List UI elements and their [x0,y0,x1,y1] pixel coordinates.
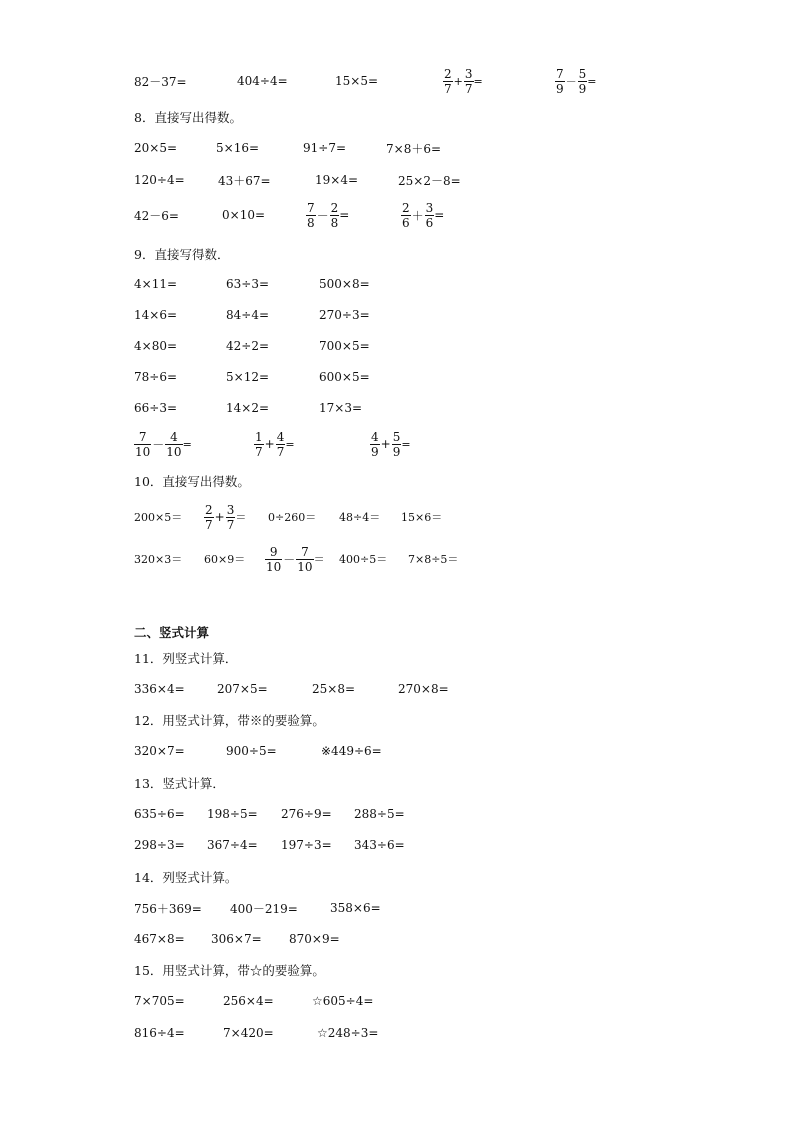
fraction-expression: $\frac{2}{6}$ ＋ $\frac{3}{6}$ = [402,200,445,230]
expression: 20×5= [134,141,178,155]
expression: 7×8÷5＝ [408,553,459,566]
question-title: 8．直接写出得数。 [134,110,242,125]
fraction: $\frac{1}{7}$ [255,429,263,459]
expression: 5×16= [216,141,260,155]
fraction: $\frac{4}{10}$ [166,429,182,459]
expression: 358×6= [330,901,381,915]
expression: 66÷3= [134,401,178,415]
expression: 4×11= [134,277,178,291]
expression: 4×80= [134,339,178,353]
expression: 19×4= [315,173,359,187]
section-title: 二、竖式计算 [134,625,210,640]
fraction-expression: $\frac{2}{7}$ + $\frac{3}{7}$ ＝ [205,502,247,532]
expression: 320×7= [134,744,185,758]
expression: 48÷4＝ [339,511,381,524]
expression: 207×5= [217,682,268,696]
expression: 404÷4= [237,74,288,88]
expression: 256×4= [223,994,274,1008]
expression: 82－37= [134,74,187,89]
expression: 198÷5= [207,807,258,821]
expression: 500×8= [319,277,370,291]
expression: 25×8= [312,682,356,696]
fraction: $\frac{7}{10}$ [135,429,151,459]
expression: 0÷260＝ [268,511,317,524]
expression: 78÷6= [134,370,178,384]
expression: 276÷9= [281,807,332,821]
fraction: $\frac{2}{7}$ [444,66,452,96]
expression: 600×5= [319,370,370,384]
expression: 42－6= [134,208,179,223]
fraction: $\frac{4}{9}$ [371,429,379,459]
expression: 320×3＝ [134,553,183,566]
fraction: $\frac{3}{7}$ [226,502,235,532]
fraction: $\frac{7}{9}$ [556,66,564,96]
expression: 0×10= [222,208,266,222]
expression: 5×12= [226,370,270,384]
expression: 635÷6= [134,807,185,821]
fraction: $\frac{5}{9}$ [392,429,401,459]
fraction: $\frac{9}{10}$ [266,544,282,574]
expression: 200×5＝ [134,511,183,524]
expression: 400－219= [230,901,298,916]
expression: 42÷2= [226,339,270,353]
expression: ※449÷6= [321,744,382,758]
fraction: $\frac{3}{6}$ [425,200,434,230]
expression: 816÷4= [134,1026,185,1040]
expression: 900÷5= [226,744,277,758]
expression: 700×5= [319,339,370,353]
expression: 367÷4= [207,838,258,852]
expression: 467×8= [134,932,185,946]
fraction: $\frac{5}{9}$ [578,66,587,96]
fraction: $\frac{2}{8}$ [330,200,339,230]
fraction-expression: $\frac{7}{9}$ － $\frac{5}{9}$ = [556,66,597,96]
expression: 63÷3= [226,277,270,291]
fraction-expression: $\frac{4}{9}$ + $\frac{5}{9}$ = [371,429,411,459]
fraction-expression: $\frac{2}{7}$ + $\frac{3}{7}$ = [444,66,483,96]
fraction-expression: $\frac{7}{10}$ － $\frac{4}{10}$ = [135,429,192,459]
expression: 17×3= [319,401,363,415]
question-title: 12．用竖式计算，带※的要验算。 [134,713,325,728]
expression: 14×2= [226,401,270,415]
expression: 7×420= [223,1026,274,1040]
expression: 306×7= [211,932,262,946]
expression: ☆248÷3= [317,1026,379,1040]
expression: 400÷5＝ [339,553,388,566]
expression: 343÷6= [354,838,405,852]
expression: 14×6= [134,308,178,322]
expression: 25×2－8= [398,173,461,188]
question-title: 9．直接写得数． [134,247,230,262]
expression: ☆605÷4= [312,994,374,1008]
question-title: 10．直接写出得数。 [134,474,250,489]
expression: 270÷3= [319,308,370,322]
question-title: 15．用竖式计算，带☆的要验算。 [134,963,325,978]
question-title: 13．竖式计算． [134,776,225,791]
question-title: 14．列竖式计算。 [134,870,238,885]
expression: 15×5= [335,74,379,88]
expression: 336×4= [134,682,185,696]
expression: 870×9= [289,932,340,946]
expression: 43＋67= [218,173,271,188]
expression: 15×6＝ [401,511,443,524]
expression: 197÷3= [281,838,332,852]
fraction-expression: $\frac{9}{10}$ － $\frac{7}{10}$ ＝ [266,544,325,574]
expression: 120÷4= [134,173,185,187]
fraction-expression: $\frac{1}{7}$ + $\frac{4}{7}$ = [255,429,295,459]
fraction: $\frac{2}{7}$ [205,502,213,532]
expression: 270×8= [398,682,449,696]
fraction: $\frac{4}{7}$ [276,429,285,459]
question-title: 11．列竖式计算． [134,651,238,666]
expression: 60×9＝ [204,553,246,566]
expression: 756＋369= [134,901,202,916]
fraction: $\frac{7}{10}$ [297,544,313,574]
fraction: $\frac{2}{6}$ [402,200,410,230]
expression: 84÷4= [226,308,270,322]
expression: 91÷7= [303,141,347,155]
expression: 298÷3= [134,838,185,852]
fraction-expression: $\frac{7}{8}$ － $\frac{2}{8}$ = [307,200,350,230]
expression: 7×705= [134,994,185,1008]
fraction: $\frac{7}{8}$ [307,200,315,230]
expression: 288÷5= [354,807,405,821]
fraction: $\frac{3}{7}$ [464,66,473,96]
expression: 7×8＋6= [386,141,442,156]
